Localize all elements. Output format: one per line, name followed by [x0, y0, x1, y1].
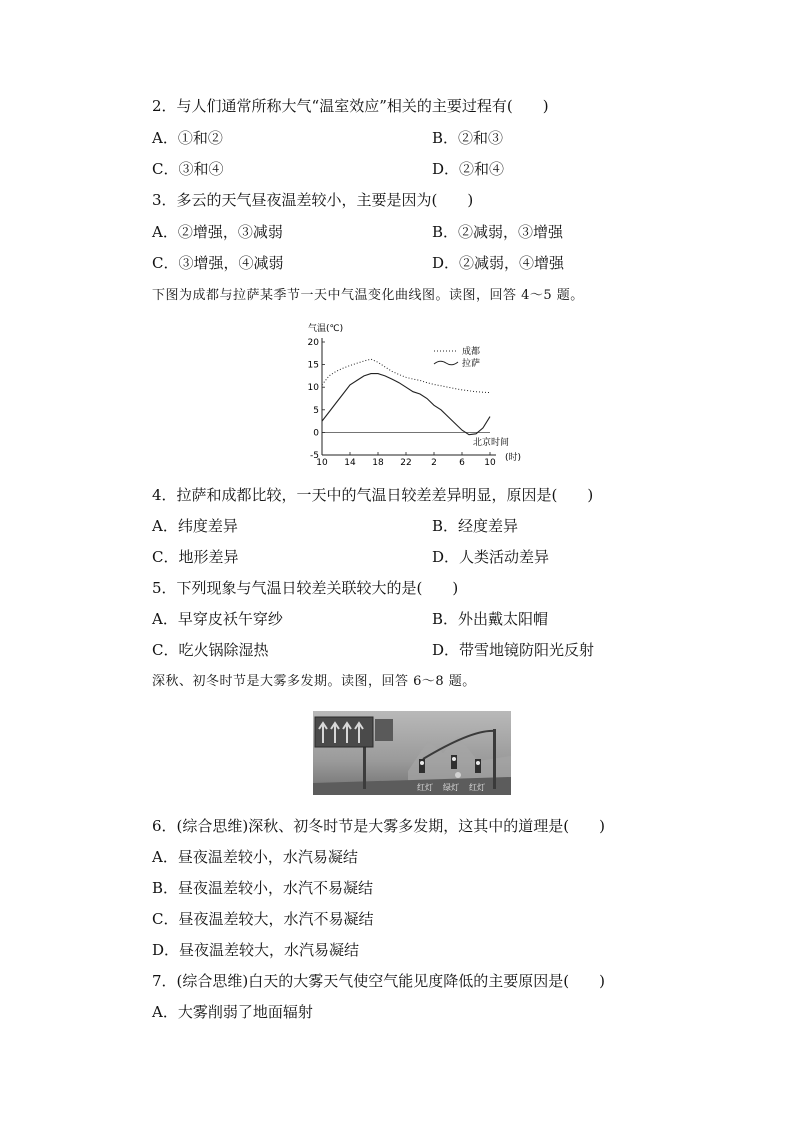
q5-option-d: D．带雪地镜防阳光反射 — [432, 641, 595, 659]
q6-option-d: D．昼夜温差较大，水汽易凝结 — [152, 941, 360, 959]
q4-option-c: C．地形差异 — [152, 548, 239, 566]
q7-stem: 7．(综合思维)白天的大雾天气使空气能见度降低的主要原因是( ) — [152, 972, 605, 990]
series-line-lhasa — [322, 374, 490, 435]
x-tick-label: 18 — [372, 458, 384, 468]
y-tick-label: 0 — [313, 428, 319, 439]
temperature-chart — [292, 318, 522, 468]
q3-option-b: B．②减弱，③增强 — [432, 223, 564, 241]
y-tick-label: 15 — [307, 360, 319, 371]
signal-glow-right — [476, 761, 480, 765]
q5-option-a: A．早穿皮袄午穿纱 — [152, 610, 283, 628]
q6-stem: 6．(综合思维)深秋、初冬时节是大雾多发期，这其中的道理是( ) — [152, 817, 605, 835]
chart-xlabel: 北京时间 — [473, 438, 510, 448]
q3-option-d: D．②减弱，④增强 — [432, 254, 565, 272]
q4-option-a: A．纬度差异 — [152, 517, 238, 535]
q5-stem: 5．下列现象与气温日较差关联较大的是( ) — [152, 579, 459, 597]
x-tick-label: 6 — [459, 458, 465, 468]
q2-option-d: D．②和④ — [432, 160, 505, 178]
photo-label-red-1: 红灯 — [417, 783, 433, 792]
legend-swatch — [434, 361, 458, 365]
q3-option-a: A．②增强，③减弱 — [152, 223, 283, 241]
chart-series — [322, 359, 490, 435]
x-tick-label: 10 — [484, 458, 496, 468]
y-tick-label: -5 — [310, 451, 319, 461]
x-tick-label: 22 — [400, 458, 412, 468]
legend-label: 拉萨 — [462, 359, 481, 369]
intro-6-8: 深秋、初冬时节是大雾多发期。读图，回答 6～8 题。 — [152, 674, 476, 689]
x-tick-label: 2 — [431, 458, 437, 468]
x-tick-label: 14 — [344, 458, 356, 468]
q6-option-b: B．昼夜温差较小，水汽不易凝结 — [152, 879, 374, 897]
fog-photo-svg — [313, 711, 511, 795]
intro-4-5: 下图为成都与拉萨某季节一天中气温变化曲线图。读图，回答 4～5 题。 — [152, 288, 584, 303]
y-tick-label: 20 — [307, 338, 319, 348]
chart-ylabel: 气温(℃) — [308, 324, 344, 334]
fog-traffic-photo — [313, 711, 511, 795]
q6-option-a: A．昼夜温差较小，水汽易凝结 — [152, 848, 358, 866]
chart-legend — [434, 345, 480, 369]
signal-glow-left — [420, 761, 424, 765]
photo-label-green: 绿灯 — [443, 783, 459, 792]
x-tick-label: 10 — [316, 458, 328, 468]
y-tick-label: 5 — [313, 405, 319, 416]
q2-option-c: C．③和④ — [152, 160, 224, 178]
temperature-chart-svg — [292, 318, 522, 468]
q2-option-a: A．①和② — [152, 129, 223, 147]
q4-stem: 4．拉萨和成都比较，一天中的气温日较差差异明显，原因是( ) — [152, 486, 594, 504]
signal-glow-middle — [452, 757, 456, 761]
legend-label: 成都 — [462, 347, 481, 357]
q6-option-c: C．昼夜温差较大，水汽不易凝结 — [152, 910, 374, 928]
small-sign — [375, 719, 393, 741]
chart-xunit: (时) — [505, 453, 522, 463]
q2-stem: 2．与人们通常所称大气“温室效应”相关的主要过程有( ) — [152, 97, 549, 115]
q3-stem: 3．多云的天气昼夜温差较小，主要是因为( ) — [152, 191, 474, 209]
q5-option-b: B．外出戴太阳帽 — [432, 610, 549, 628]
signal-pole — [493, 729, 496, 789]
car-light — [455, 772, 461, 778]
photo-label-red-2: 红灯 — [469, 783, 485, 792]
q5-option-c: C．吃火锅除湿热 — [152, 641, 269, 659]
q7-option-a: A．大雾削弱了地面辐射 — [152, 1003, 313, 1021]
q2-option-b: B．②和③ — [432, 129, 504, 147]
q3-option-c: C．③增强，④减弱 — [152, 254, 284, 272]
q4-option-d: D．人类活动差异 — [432, 548, 550, 566]
q4-option-b: B．经度差异 — [432, 517, 519, 535]
y-tick-label: 10 — [307, 383, 319, 394]
